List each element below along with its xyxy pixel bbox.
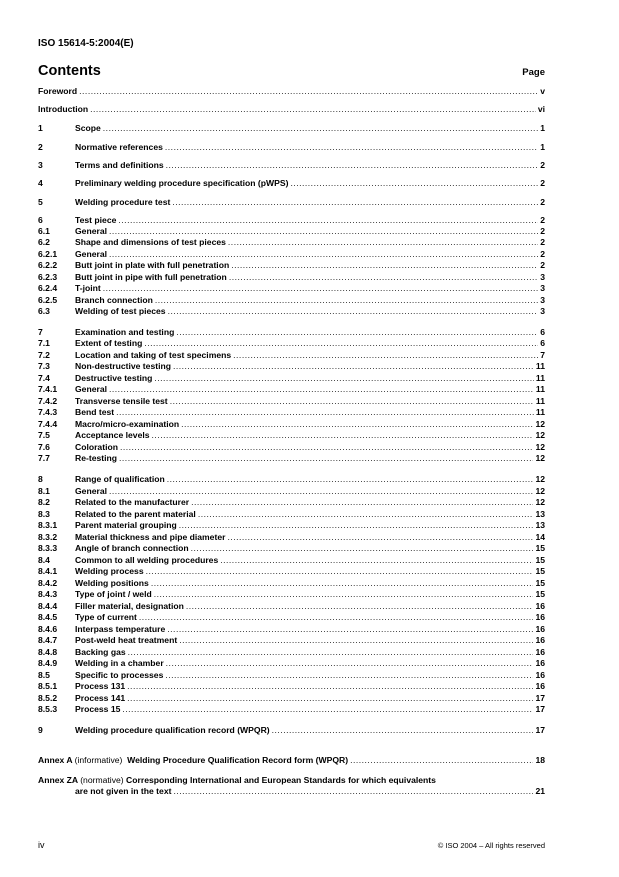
toc-entry[interactable]	[38, 681, 545, 691]
dot-leader	[109, 250, 538, 259]
annex-za-title-cont: are not given in the text	[75, 786, 172, 796]
dot-leader	[155, 296, 538, 305]
toc-entry-page: 3	[540, 283, 545, 293]
dot-leader	[109, 227, 538, 236]
toc-entry-title: Introduction	[38, 104, 89, 114]
annex-a-title: Welding Procedure Qualification Record form (WPQR)	[127, 755, 349, 765]
toc-entry-title: Type of current	[75, 612, 137, 622]
toc-entry-number: 5	[38, 197, 43, 207]
annex-za-label: Annex ZA	[38, 775, 78, 785]
dot-leader	[109, 385, 534, 394]
toc-entry-page: 6	[540, 327, 545, 337]
toc-entry-page: 12	[535, 486, 545, 496]
dot-leader	[116, 408, 534, 417]
toc-entry-number: 6.2.3	[38, 272, 58, 282]
toc-entry-title: Coloration	[75, 442, 118, 452]
toc-entry-title: Transverse tensile test	[75, 396, 168, 406]
page-column-label: Page	[522, 67, 545, 78]
dot-leader	[229, 273, 538, 282]
toc-entry-number: 7.4	[38, 373, 50, 383]
toc-entry-title: Parent material grouping	[75, 520, 177, 530]
dot-leader	[165, 143, 538, 152]
toc-entry-page: 2	[540, 226, 545, 236]
toc-entry-number: 6.1	[38, 226, 50, 236]
toc-entry[interactable]	[38, 160, 545, 170]
toc-entry-number: 8.4.4	[38, 601, 58, 611]
toc-entry-page: 16	[535, 658, 545, 668]
toc-entry-title: Specific to processes	[75, 670, 164, 680]
toc-entry-number: 8.5.2	[38, 693, 58, 703]
annex-a-note: (informative)	[74, 755, 123, 765]
dot-leader	[109, 487, 533, 496]
toc-entry[interactable]	[38, 543, 545, 553]
toc-entry-number: 3	[38, 160, 43, 170]
dot-leader	[127, 694, 533, 703]
toc-entry-title: Type of joint / weld	[75, 589, 152, 599]
toc-entry[interactable]	[38, 260, 545, 270]
toc-entry-page: 3	[540, 306, 545, 316]
toc-entry-number: 7.5	[38, 430, 50, 440]
toc-entry-page: 15	[535, 555, 545, 565]
toc-entry[interactable]	[38, 373, 545, 383]
table-of-contents	[38, 0, 545, 877]
toc-entry[interactable]	[38, 104, 545, 114]
toc-entry-title: Shape and dimensions of test pieces	[75, 237, 226, 247]
toc-entry-title: Welding procedure test	[75, 197, 171, 207]
dot-leader	[233, 351, 538, 360]
dot-leader	[186, 602, 534, 611]
toc-entry-number: 8.3	[38, 509, 50, 519]
annex-a-page: 18	[535, 755, 545, 765]
toc-entry[interactable]	[38, 407, 545, 417]
toc-entry-page: 13	[535, 509, 545, 519]
toc-entry-title: Process 131	[75, 681, 126, 691]
toc-entry-number: 8.2	[38, 497, 50, 507]
toc-entry[interactable]	[38, 453, 545, 463]
toc-entry-title: T-joint	[75, 283, 101, 293]
toc-entry-number: 8.3.1	[38, 520, 58, 530]
toc-entry[interactable]	[38, 338, 545, 348]
toc-entry-title: Process 15	[75, 704, 121, 714]
toc-entry[interactable]	[38, 215, 545, 225]
toc-entry[interactable]	[38, 142, 545, 152]
toc-entry-number: 8.3.2	[38, 532, 58, 542]
toc-entry-page: 12	[535, 419, 545, 429]
toc-entry-title: Filler material, designation	[75, 601, 184, 611]
dot-leader	[146, 567, 534, 576]
dot-leader	[103, 124, 538, 133]
toc-entry-number: 7	[38, 327, 43, 337]
toc-entry[interactable]	[38, 474, 545, 484]
toc-entry-title: Angle of branch connection	[75, 543, 189, 553]
toc-entry[interactable]	[38, 295, 545, 305]
toc-entry-page: 7	[540, 350, 545, 360]
toc-entry-title: Examination and testing	[75, 327, 175, 337]
toc-entry-title: Material thickness and pipe diameter	[75, 532, 226, 542]
toc-entry-number: 6	[38, 215, 43, 225]
toc-entry-number: 8.5.3	[38, 704, 58, 714]
toc-entry[interactable]	[38, 635, 545, 645]
toc-entry[interactable]	[38, 430, 545, 440]
toc-entry-number: 4	[38, 178, 43, 188]
toc-entry-title: Post-weld heat treatment	[75, 635, 178, 645]
toc-entry[interactable]	[38, 601, 545, 611]
dot-leader	[179, 521, 534, 530]
toc-entry-page: 2	[540, 237, 545, 247]
toc-entry[interactable]	[38, 178, 545, 188]
toc-entry-page: 15	[535, 589, 545, 599]
toc-entry-page: 13	[535, 520, 545, 530]
toc-entry-title: Terms and definitions	[75, 160, 164, 170]
toc-entry[interactable]	[38, 86, 545, 96]
toc-entry-number: 7.3	[38, 361, 50, 371]
copyright: © ISO 2004 – All rights reserved	[437, 841, 545, 850]
toc-entry-page: 17	[535, 704, 545, 714]
annex-za-entry[interactable]	[38, 775, 545, 785]
toc-entry-page: 1	[540, 123, 545, 133]
toc-entry-number: 8.5	[38, 670, 50, 680]
toc-entry-title: Welding of test pieces	[75, 306, 166, 316]
toc-entry-title: Welding positions	[75, 578, 149, 588]
toc-entry-page: 11	[535, 373, 545, 383]
toc-entry[interactable]	[38, 306, 545, 316]
toc-entry[interactable]	[38, 197, 545, 207]
toc-entry-number: 6.2.4	[38, 283, 58, 293]
toc-entry-page: 2	[540, 260, 545, 270]
toc-entry-number: 6.2.2	[38, 260, 58, 270]
dot-leader	[191, 498, 533, 507]
dot-leader	[272, 726, 534, 735]
toc-entry-number: 1	[38, 123, 43, 133]
toc-entry-page: 16	[535, 681, 545, 691]
toc-entry-title: General	[75, 226, 108, 236]
toc-entry-number: 7.1	[38, 338, 50, 348]
toc-entry[interactable]	[38, 237, 545, 247]
toc-entry-number: 8.4.1	[38, 566, 58, 576]
dot-leader	[179, 636, 533, 645]
page-number: iv	[38, 840, 45, 850]
dot-leader	[151, 579, 534, 588]
toc-entry[interactable]	[38, 350, 545, 360]
toc-entry[interactable]	[38, 725, 545, 735]
annex-za-note: (normative)	[80, 775, 124, 785]
dot-leader	[144, 339, 538, 348]
toc-entry-page: 2	[540, 249, 545, 259]
toc-entry-number: 7.4.1	[38, 384, 58, 394]
toc-entry-title: Location and taking of test specimens	[75, 350, 232, 360]
toc-entry-page: 1	[540, 142, 545, 152]
toc-entry-number: 7.4.3	[38, 407, 58, 417]
toc-entry-number: 2	[38, 142, 43, 152]
toc-entry-title: Branch connection	[75, 295, 153, 305]
toc-entry-page: 17	[535, 725, 545, 735]
toc-entry-title: General	[75, 384, 108, 394]
dot-leader	[167, 475, 534, 484]
toc-entry[interactable]	[38, 226, 545, 236]
toc-entry[interactable]	[38, 486, 545, 496]
toc-entry-title: Welding procedure qualification record (WPQR)	[75, 725, 270, 735]
toc-entry-page: 17	[535, 693, 545, 703]
toc-entry[interactable]	[38, 704, 545, 714]
toc-entry[interactable]	[38, 612, 545, 622]
dot-leader	[127, 682, 533, 691]
toc-entry-title: Test piece	[75, 215, 117, 225]
toc-entry[interactable]	[38, 283, 545, 293]
toc-entry[interactable]	[38, 532, 545, 542]
dot-leader	[172, 198, 538, 207]
dot-leader	[154, 590, 534, 599]
toc-entry-page: 11	[535, 361, 545, 371]
toc-entry-title: General	[75, 249, 108, 259]
toc-entry-page: 16	[535, 635, 545, 645]
dot-leader	[120, 443, 533, 452]
toc-entry-title: Welding process	[75, 566, 144, 576]
dot-leader	[90, 105, 536, 114]
toc-entry-page: 12	[535, 453, 545, 463]
toc-entry-number: 8.1	[38, 486, 50, 496]
toc-entry-page: 12	[535, 430, 545, 440]
toc-entry-page: 16	[535, 647, 545, 657]
toc-entry-number: 8.4.9	[38, 658, 58, 668]
toc-entry[interactable]	[38, 693, 545, 703]
annex-za-entry-cont[interactable]	[75, 786, 545, 796]
toc-entry-title: General	[75, 486, 108, 496]
toc-entry-number: 6.3	[38, 306, 50, 316]
toc-entry-page: 15	[535, 566, 545, 576]
dot-leader	[227, 533, 533, 542]
toc-entry-title: Interpass temperature	[75, 624, 166, 634]
toc-entry-page: 16	[535, 612, 545, 622]
toc-entry-number: 8.4.3	[38, 589, 58, 599]
toc-entry-number: 8.4.5	[38, 612, 58, 622]
toc-entry-title: Macro/micro-examination	[75, 419, 180, 429]
toc-entry-number: 8.4.7	[38, 635, 58, 645]
toc-entry[interactable]	[38, 670, 545, 680]
dot-leader	[139, 613, 534, 622]
toc-entry[interactable]	[38, 658, 545, 668]
toc-entry-page: v	[540, 86, 545, 96]
toc-entry-title: Process 141	[75, 693, 126, 703]
toc-entry-page: 6	[540, 338, 545, 348]
dot-leader	[166, 161, 539, 170]
toc-entry-number: 7.4.2	[38, 396, 58, 406]
toc-entry[interactable]	[38, 384, 545, 394]
toc-entry[interactable]	[38, 442, 545, 452]
document-id: ISO 15614-5:2004(E)	[38, 38, 134, 49]
toc-entry-page: 16	[535, 670, 545, 680]
toc-entry-page: vi	[537, 104, 545, 114]
toc-entry-page: 2	[540, 197, 545, 207]
toc-entry-number: 6.2.1	[38, 249, 58, 259]
toc-entry[interactable]	[38, 123, 545, 133]
toc-entry-title: Related to the parent material	[75, 509, 196, 519]
toc-entry-page: 15	[535, 543, 545, 553]
toc-entry-page: 14	[535, 532, 545, 542]
toc-entry-title: Butt joint in pipe with full penetration	[75, 272, 227, 282]
dot-leader	[176, 328, 538, 337]
toc-entry-page: 11	[535, 396, 545, 406]
toc-entry-title: Scope	[75, 123, 101, 133]
dot-leader	[168, 307, 539, 316]
toc-entry-title: Extent of testing	[75, 338, 143, 348]
toc-entry-number: 8.4.6	[38, 624, 58, 634]
toc-entry-number: 8.4.2	[38, 578, 58, 588]
toc-entry[interactable]	[38, 249, 545, 259]
toc-entry[interactable]	[38, 509, 545, 519]
toc-entry-page: 3	[540, 272, 545, 282]
toc-entry-page: 11	[535, 384, 545, 394]
toc-entry-page: 12	[535, 497, 545, 507]
dot-leader	[181, 420, 533, 429]
dot-leader	[128, 648, 534, 657]
toc-entry-page: 11	[535, 407, 545, 417]
toc-entry[interactable]	[38, 272, 545, 282]
toc-entry-number: 8.3.3	[38, 543, 58, 553]
toc-entry-number: 8.4.8	[38, 647, 58, 657]
toc-entry-page: 2	[540, 160, 545, 170]
toc-entry-number: 6.2	[38, 237, 50, 247]
dot-leader	[170, 397, 534, 406]
toc-entry-number: 9	[38, 725, 43, 735]
dot-leader	[119, 454, 533, 463]
toc-entry-number: 8.4	[38, 555, 50, 565]
dot-leader	[165, 671, 533, 680]
toc-entry-title: Foreword	[38, 86, 78, 96]
toc-entry-title: Welding in a chamber	[75, 658, 164, 668]
toc-entry[interactable]	[38, 361, 545, 371]
toc-entry-title: Butt joint in plate with full penetration	[75, 260, 230, 270]
toc-entry-number: 6.2.5	[38, 295, 58, 305]
dot-leader	[154, 374, 534, 383]
toc-entry[interactable]	[38, 396, 545, 406]
toc-entry-title: Range of qualification	[75, 474, 165, 484]
toc-entry-title: Backing gas	[75, 647, 126, 657]
toc-entry[interactable]	[38, 566, 545, 576]
toc-entry-title: Common to all welding procedures	[75, 555, 219, 565]
toc-entry[interactable]	[38, 555, 545, 565]
toc-entry-page: 16	[535, 624, 545, 634]
toc-entry[interactable]	[38, 624, 545, 634]
dot-leader	[228, 238, 538, 247]
toc-entry[interactable]	[38, 647, 545, 657]
dot-leader	[167, 625, 533, 634]
annex-a-entry[interactable]	[38, 755, 545, 765]
toc-entry-page: 12	[535, 474, 545, 484]
annex-a-label: Annex A	[38, 755, 73, 765]
toc-entry[interactable]	[38, 578, 545, 588]
contents-title: Contents	[38, 63, 101, 79]
toc-entry-page: 2	[540, 215, 545, 225]
toc-entry-page: 12	[535, 442, 545, 452]
toc-entry-number: 7.2	[38, 350, 50, 360]
dot-leader	[191, 544, 534, 553]
toc-entry[interactable]	[38, 589, 545, 599]
toc-entry-page: 16	[535, 601, 545, 611]
toc-entry-page: 3	[540, 295, 545, 305]
toc-entry-title: Preliminary welding procedure specification (pWPS)	[75, 178, 289, 188]
toc-entry[interactable]	[38, 497, 545, 507]
toc-entry-title: Acceptance levels	[75, 430, 150, 440]
annex-za-page: 21	[535, 786, 545, 796]
toc-entry-title: Bend test	[75, 407, 115, 417]
toc-entry-title: Destructive testing	[75, 373, 153, 383]
toc-entry-title: Related to the manufacturer	[75, 497, 190, 507]
toc-entry[interactable]	[38, 327, 545, 337]
dot-leader	[103, 284, 538, 293]
toc-entry-page: 15	[535, 578, 545, 588]
toc-entry-title: Re-testing	[75, 453, 118, 463]
toc-entry[interactable]	[38, 520, 545, 530]
toc-entry-number: 7.7	[38, 453, 50, 463]
toc-entry-page: 2	[540, 178, 545, 188]
dot-leader	[173, 362, 534, 371]
dot-leader	[198, 510, 534, 519]
dot-leader	[220, 556, 533, 565]
dot-leader	[290, 179, 538, 188]
toc-entry-title: Non-destructive testing	[75, 361, 171, 371]
toc-entry-number: 8	[38, 474, 43, 484]
dot-leader	[231, 261, 538, 270]
toc-entry-number: 8.5.1	[38, 681, 58, 691]
annex-za-title: Corresponding International and European Standards for which equivalents	[126, 775, 436, 785]
dot-leader	[152, 431, 534, 440]
toc-entry-number: 7.4.4	[38, 419, 58, 429]
toc-entry[interactable]	[38, 419, 545, 429]
dot-leader	[118, 216, 538, 225]
dot-leader	[166, 659, 534, 668]
dot-leader	[79, 87, 538, 96]
toc-entry-number: 7.6	[38, 442, 50, 452]
dot-leader	[122, 705, 533, 714]
toc-entry-title: Normative references	[75, 142, 163, 152]
